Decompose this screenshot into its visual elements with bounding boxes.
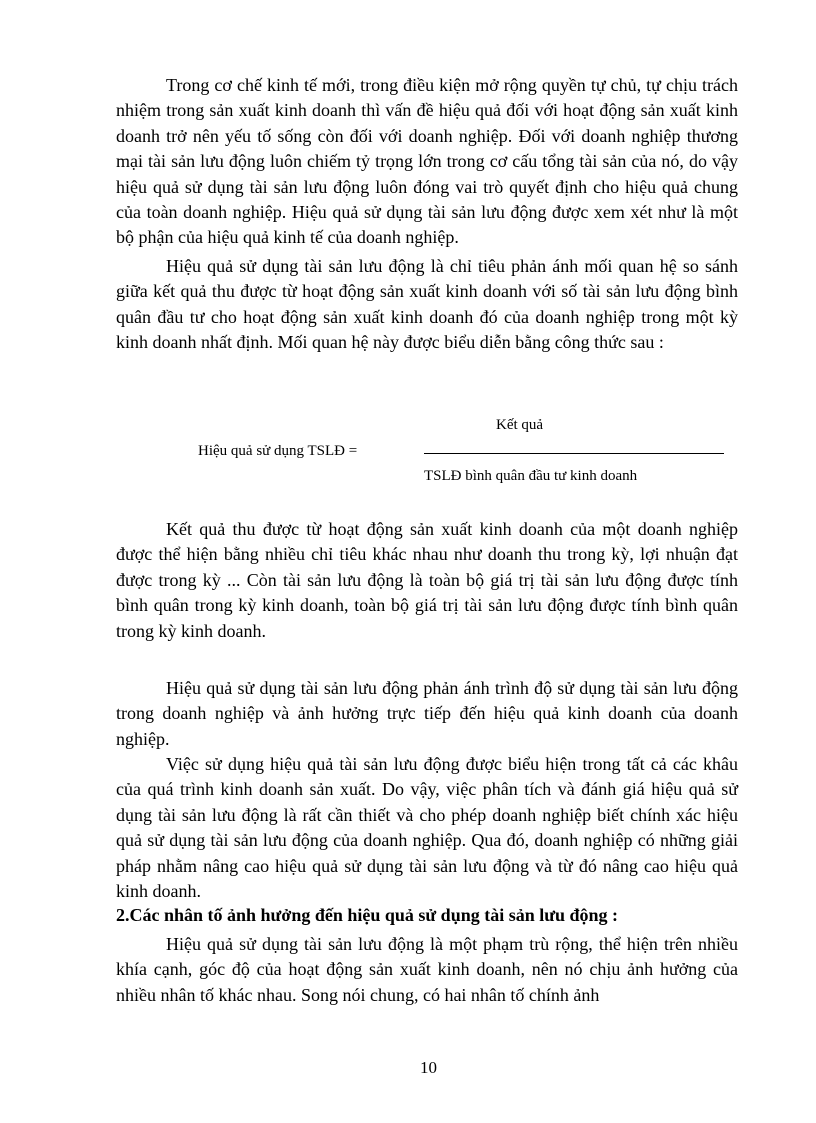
paragraph-definition: Hiệu quả sử dụng tài sản lưu động là chỉ tiêu phản ánh mối quan hệ so sánh giữa kết quả thu được từ hoạt động sản xuất kinh doanh với số tài sản lưu động bình quân đầu tư cho hoạt động sản xuất kinh doanh đó của doanh nghiệp trong một kỳ kinh doanh nhất định. Mối quan hệ này được biểu diễn bằng công thức sau :	[116, 256, 738, 353]
paragraph-intro: Trong cơ chế kinh tế mới, trong điều kiện mở rộng quyền tự chủ, tự chịu trách nhiệm trong sản xuất kinh doanh thì vấn đề hiệu quả đối với hoạt động sản xuất kinh doanh trở nên yếu tố sống còn đối với doanh nghiệp. Đối với doanh nghiệp thương mại tài sản lưu động luôn chiếm tỷ trọng lớn trong cơ cấu tổng tài sản của nó, do vậy hiệu quả sử dụng tài sản lưu động luôn đóng vai trò quyết định cho hiệu quả chung của toàn doanh nghiệp. Hiệu quả sử dụng tài sản lưu động được xem xét như là một bộ phận của hiệu quả kinh tế của doanh nghiệp.	[116, 75, 738, 248]
formula-denominator: TSLĐ bình quân đầu tư kinh doanh	[424, 468, 638, 484]
paragraph-usage: Việc sử dụng hiệu quả tài sản lưu động được biểu hiện trong tất cả các khâu của quá trình kinh doanh sản xuất. Do vậy, việc phân tích và đánh giá hiệu quả sử dụng tài sản lưu động là rất cần thiết và cho phép doanh nghiệp biết chính xác hiệu quả sử dụng tài sản lưu động của doanh nghiệp. Qua đó, doanh nghiệp có những giải pháp nhằm nâng cao hiệu quả sử dụng tài sản lưu động và từ đó nâng cao hiệu quả kinh doanh.	[116, 754, 738, 902]
section-heading: 2.Các nhân tố ảnh hưởng đến hiệu quả sử dụng tài sản lưu động :	[116, 905, 619, 925]
formula-numerator: Kết quả	[496, 417, 544, 433]
formula-label: Hiệu quả sử dụng TSLĐ =	[198, 443, 358, 459]
paragraph-factors: Hiệu quả sử dụng tài sản lưu động là một phạm trù rộng, thể hiện trên nhiều khía cạnh, góc độ của hoạt động sản xuất kinh doanh, nên nó chịu ảnh hưởng của nhiều nhân tố khác nhau. Song nói chung, có hai nhân tố chính ảnh	[116, 934, 738, 1005]
paragraph-reflection: Hiệu quả sử dụng tài sản lưu động phản ánh trình độ sử dụng tài sản lưu động trong doanh nghiệp và ảnh hưởng trực tiếp đến hiệu quả kinh doanh của doanh nghiệp.	[116, 678, 738, 749]
formula-fraction-line	[424, 453, 724, 454]
page-number: 10	[420, 1058, 437, 1077]
paragraph-results: Kết quả thu được từ hoạt động sản xuất kinh doanh của một doanh nghiệp được thể hiện bằng nhiều chỉ tiêu khác nhau như doanh thu trong kỳ, lợi nhuận đạt được trong kỳ ... Còn tài sản lưu động là toàn bộ giá trị tài sản lưu động được tính bình quân trong kỳ kinh doanh, toàn bộ giá trị tài sản lưu động được tính bình quân trong kỳ kinh doanh.	[116, 519, 738, 641]
